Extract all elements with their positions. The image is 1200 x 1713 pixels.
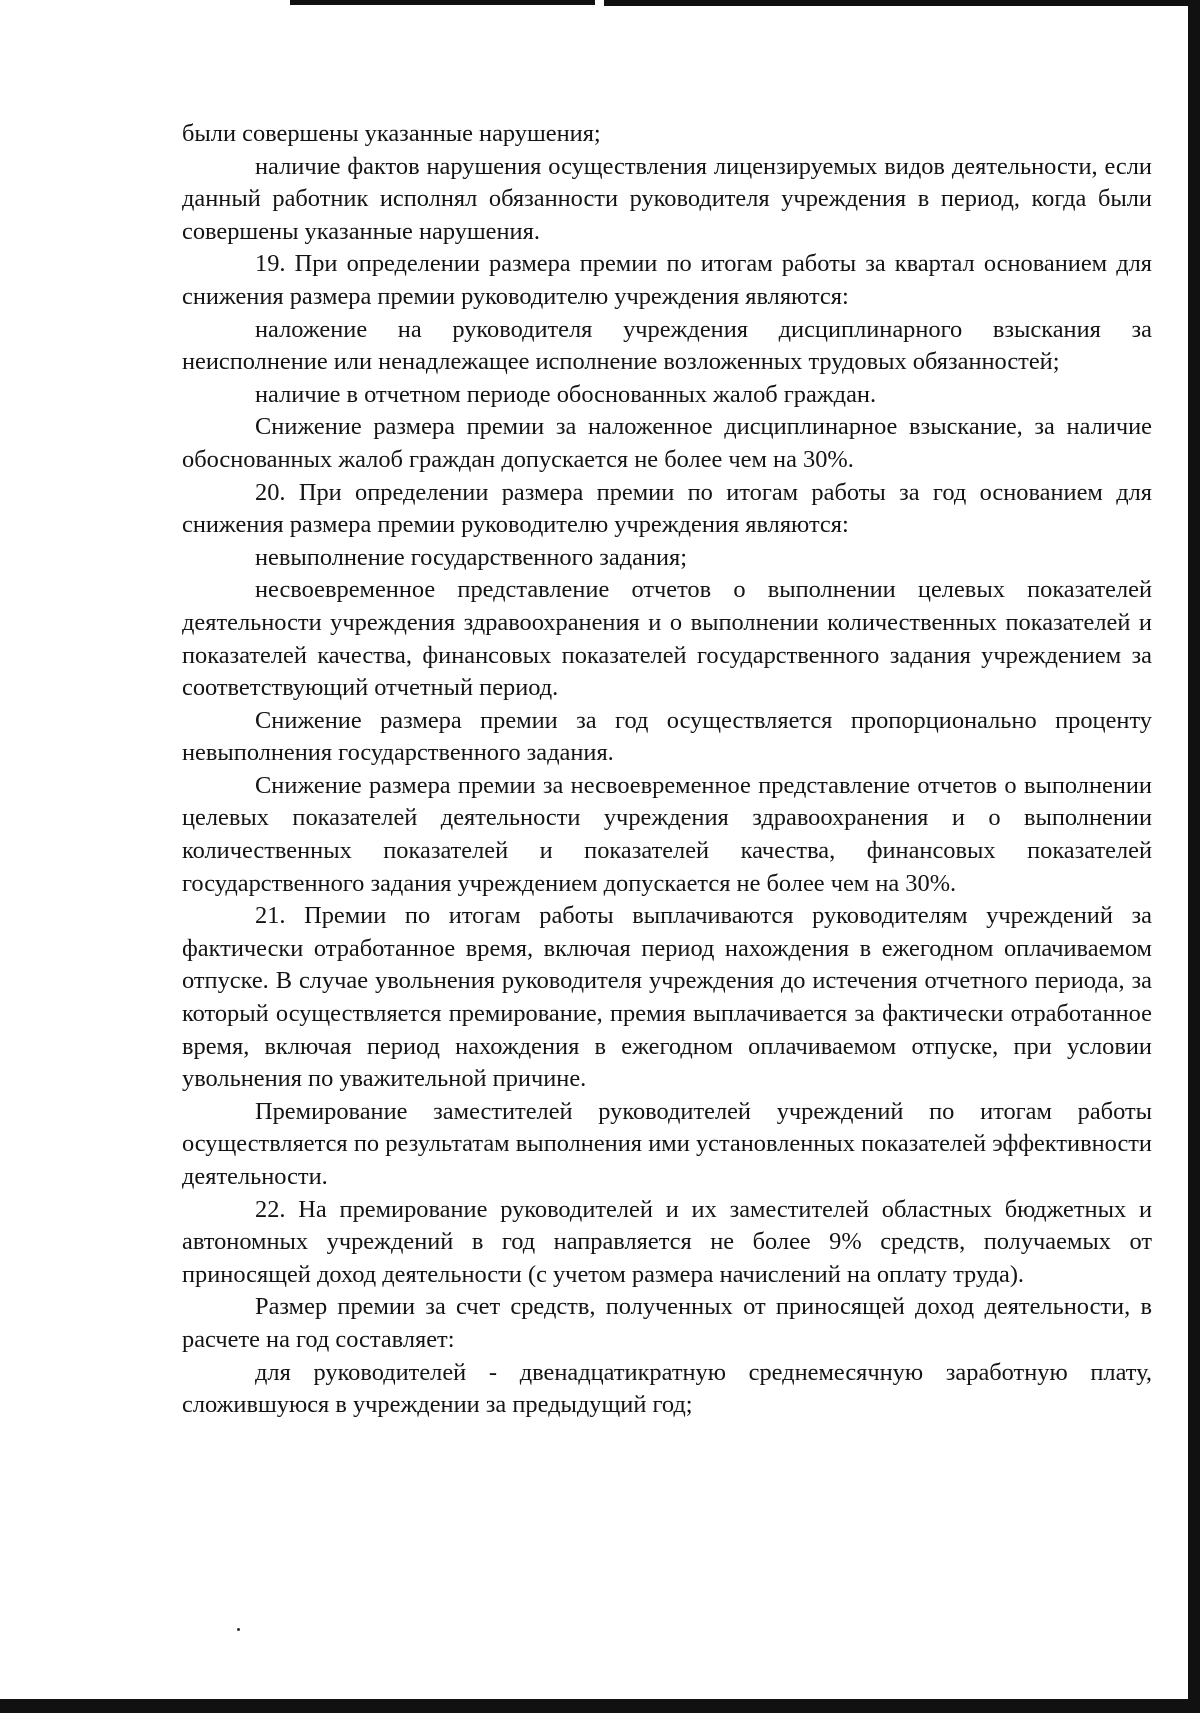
paragraph-4: наложение на руководителя учреждения дисциплинарного взыскания за неисполнение или ненадлежащее исполнение возложенных трудовых обязанностей; bbox=[182, 315, 1152, 376]
paragraph-2: наличие фактов нарушения осуществления лицензируемых видов деятельности, если данный работник исполнял обязанности руководителя учреждения в период, когда были совершены указанные нарушения. bbox=[182, 152, 1152, 245]
paragraph-14: 22. На премирование руководителей и их заместителей областных бюджетных и автономных учреждений в год направляется не более 9% средств, получаемых от приносящей доход деятельности (с учетом размера начислений на оплату труда). bbox=[182, 1195, 1152, 1288]
paragraph-12: 21. Премии по итогам работы выплачиваются руководителям учреждений за фактически отработанное время, включая период нахождения в ежегодном оплачиваемом отпуске. В случае увольнения руководителя учреждения до истечения отчетного периода, за который осуществляется премирование, премия выплачивается за фактически отработанное время, включая период нахождения в ежегодном оплачиваемом отпуске, при условии увольнения по уважительной причине. bbox=[182, 902, 1152, 1093]
paragraph-11: Снижение размера премии за несвоевременное представление отчетов о выполнении целевых показателей деятельности учреждения здравоохранения и о выполнении количественных показателей и показателей качества, финансовых показателей государственного задания учреждением допускается не более чем на 30%. bbox=[182, 771, 1152, 897]
paragraph-8: невыполнение государственного задания; bbox=[255, 543, 688, 571]
paragraph-13: Премирование заместителей руководителей учреждений по итогам работы осуществляется по результатам выполнения ими установленных показателей эффективности деятельности. bbox=[182, 1097, 1152, 1190]
scan-border-top-left bbox=[290, 0, 595, 5]
paragraph-3: 19. При определении размера премии по итогам работы за квартал основанием для снижения размера премии руководителю учреждения являются: bbox=[182, 250, 1152, 310]
paragraph-9: несвоевременное представление отчетов о выполнении целевых показателей деятельности учреждения здравоохранения и о выполнении количественных показателей и показателей качества, финансовых показателей государственного задания учреждением за соответствующий отчетный период. bbox=[182, 576, 1152, 702]
document-body bbox=[182, 118, 1152, 1422]
scan-border-bottom bbox=[0, 1699, 1200, 1713]
paragraph-15: Размер премии за счет средств, полученных от приносящей доход деятельности, в расчете на год составляет: bbox=[182, 1293, 1152, 1353]
paragraph-6: Снижение размера премии за наложенное дисциплинарное взыскание, за наличие обоснованных жалоб граждан допускается не более чем на 30%. bbox=[182, 413, 1152, 473]
scan-border-right bbox=[1188, 0, 1200, 1713]
scan-border-top-right bbox=[604, 0, 1200, 6]
paragraph-10: Снижение размера премии за год осуществляется пропорционально проценту невыполнения государственного задания. bbox=[182, 706, 1152, 767]
paragraph-7: 20. При определении размера премии по итогам работы за год основанием для снижения размера премии руководителю учреждения являются: bbox=[182, 478, 1152, 539]
paragraph-5: наличие в отчетном периоде обоснованных жалоб граждан. bbox=[255, 380, 877, 408]
scan-speck bbox=[237, 1628, 240, 1631]
paragraph-1: были совершены указанные нарушения; bbox=[182, 120, 601, 147]
paragraph-16: для руководителей - двенадцатикратную среднемесячную заработную плату, сложившуюся в учреждении за предыдущий год; bbox=[182, 1358, 1152, 1419]
